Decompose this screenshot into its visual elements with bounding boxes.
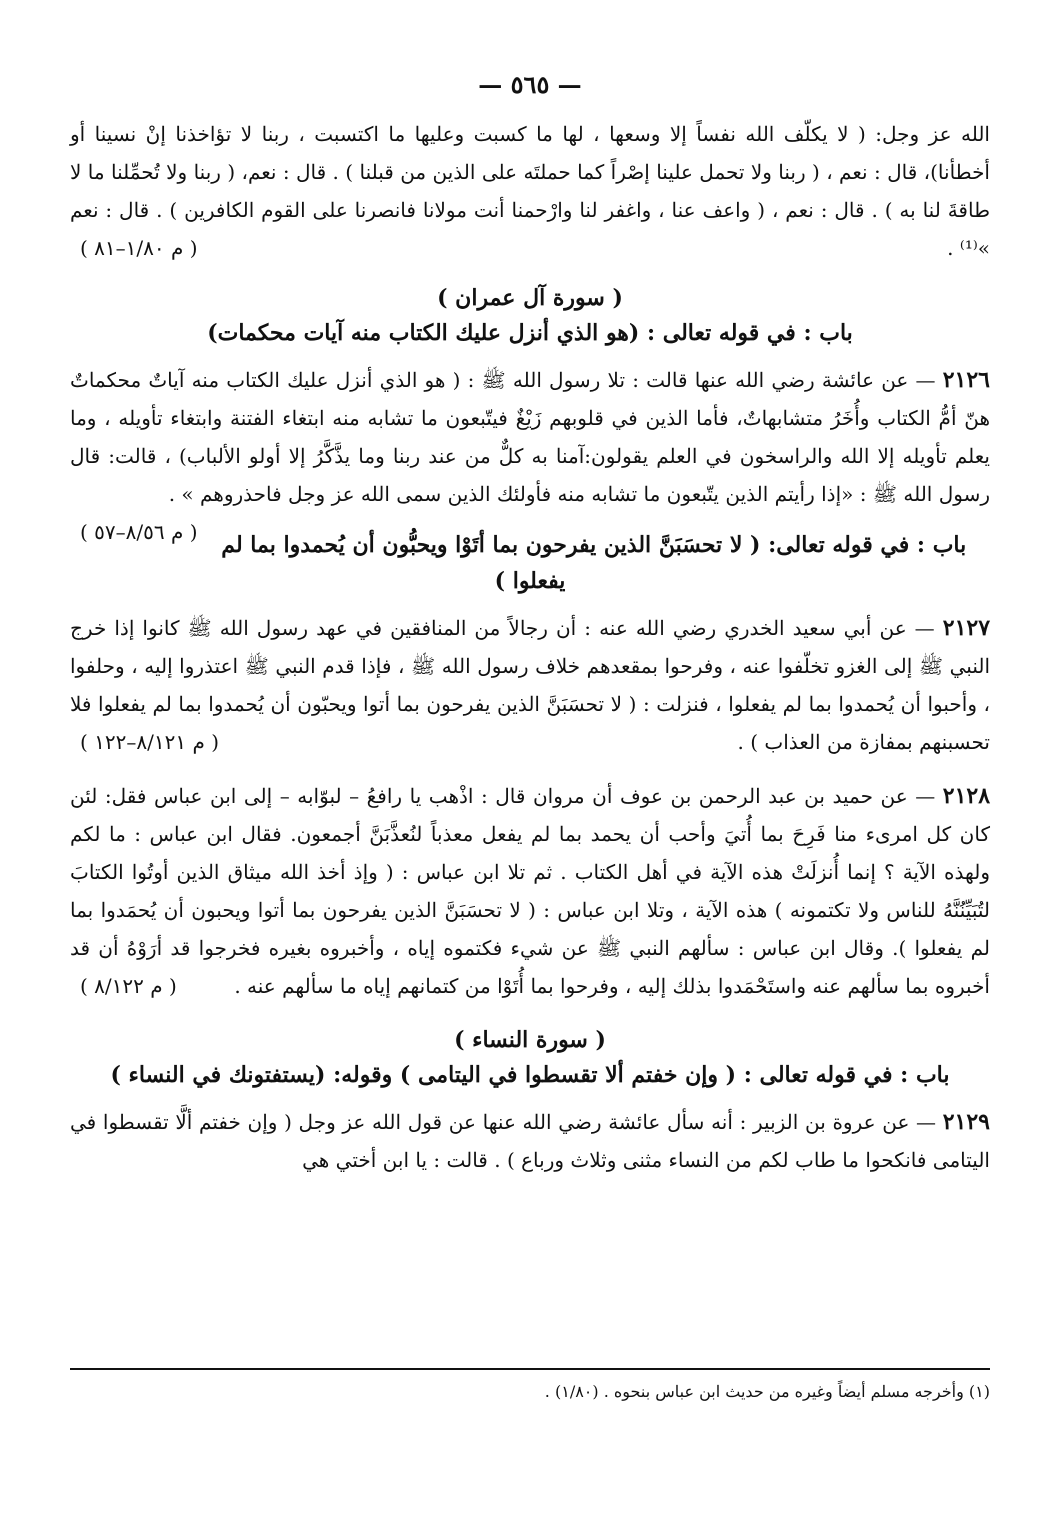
hadith-2129 <box>70 1103 990 1179</box>
surah-heading-al-imran: ( سورة آل عمران ) <box>437 285 623 311</box>
hadith-text: — عن عائشة رضي الله عنها قالت : تلا رسول الله ﷺ : ( هو الذي أنزل عليك الكتاب منه آياتٌ محكماتٌ هنّ أمُّ الكتاب وأُخَرُ متشابهاتٌ، فأما الذين في قلوبهم زَيْغٌ فيتّبعون ما تشابه منه ابتغاء الفتنة وابتغاء تأويله ، وما يعلم تأويله إلا الله والراسخون في العلم يقولون:آمنا به كلٌّ من عند ربنا وما يذَّكَّرُ إلا أولو الألباب) ، قالت: قال رسول الله ﷺ : «إذا رأيتم الذين يتّبعون ما تشابه منه فأولئك الذين سمى الله عز وجل فاحذروهم » . <box>70 368 990 506</box>
chapter-heading-1: باب : في قوله تعالى : (هو الذي أنزل عليك الكتاب منه آيات محكمات) <box>207 320 853 346</box>
footnote: (١) وأخرجه مسلم أيضاً وغيره من حديث ابن عباس بنحوه . (١/٨٠) . <box>544 1382 990 1401</box>
hadith-reference: ( م ٨/١٢١–١٢٢ ) <box>80 730 220 754</box>
chapter-heading-3: باب : في قوله تعالى : ( وإن خفتم ألا تقسطوا في اليتامى ) وقوله: (يستفتونك في النساء ) <box>110 1062 950 1088</box>
surah-heading-an-nisa: ( سورة النساء ) <box>454 1027 606 1053</box>
intro-reference: ( م ١/٨٠–٨١ ) <box>80 236 198 260</box>
hadith-text: — عن عروة بن الزبير : أنه سأل عائشة رضي الله عنها عن قول الله عز وجل ( وإن خفتم ألَّا تقسطوا في اليتامى فانكحوا ما طاب لكم من النساء مثنى وثلاث ورباع ) . قالت : يا ابن أختي هي <box>70 1110 990 1172</box>
page-body <box>70 70 990 1179</box>
page-number: — ٥٦٥ — <box>478 70 582 99</box>
hadith-text: — عن حميد بن عبد الرحمن بن عوف أن مروان قال : اذْهب يا رافعُ – لبوّابه – إلى ابن عباس فقل: لئن كان كل امرىء منا فَرِحَ بما أُتيَ وأحب أن يحمد بما لم يفعل معذباً لنُعذَّبَنَّ أجمعون. فقال ابن عباس : ما لكم ولهذه الآية ؟ إنما أُنزلَتْ هذه الآية في أهل الكتاب . ثم تلا ابن عباس : ( وإذ أخذ الله ميثاق الذين أوتُوا الكتابَ لتُبَيِّنُنَّهُ للناس ولا تكتمونه ) هذه الآية ، وتلا ابن عباس : ( لا تحسَبَنَّ الذين يفرحون بما أتوا ويحبون أن يُحمَدوا بما لم يفعلوا ). وقال ابن عباس : سألهم النبي ﷺ عن شيء فكتموه إياه ، وأخبروه بغيره فخرجوا قد أرَوْهُ أن قد أخبروه بما سألهم عنه واستَحْمَدوا بذلك إليه ، وفرحوا بما أُتَوْا من كتمانهم إياه ما سألهم عنه . <box>70 784 990 998</box>
hadith-number: ٢١٢٧ <box>942 615 991 641</box>
hadith-text: — عن أبي سعيد الخدري رضي الله عنه : أن رجالاً من المنافقين في عهد رسول الله ﷺ كانوا إذا خرج النبي ﷺ إلى الغزو تخلّفوا عنه ، وفرحوا بمقعدهم خلاف رسول الله ﷺ ، فإذا قدم النبي ﷺ اعتذروا إليه ، وحلفوا ، وأحبوا أن يُحمدوا بما لم يفعلوا ، فنزلت : ( لا تحسَبَنَّ الذين يفرحون بما أتوا ويحبّون أن يُحمدوا بما لم يفعلوا فلا تحسبنهم بمفازة من العذاب ) . <box>70 616 990 754</box>
hadith-2128 <box>70 777 990 1005</box>
intro-text: الله عز وجل: ( لا يكلّف الله نفساً إلا وسعها ، لها ما كسبت وعليها ما اكتسبت ، ربنا لا تؤاخذنا إنْ نسينا أو أخطأنا)، قال : نعم ، ( ربنا ولا تحمل علينا إصْراً كما حملتَه على الذين من قبلنا ) . قال : نعم، ( ربنا ولا تُحمِّلنا ما لا طاقةَ لنا به ) . قال : نعم ، ( واعف عنا ، واغفر لنا وارْحمنا أنت مولانا فانصرنا على القوم الكافرين ) . قال : نعم »⁽¹⁾ . <box>70 122 991 260</box>
hadith-number: ٢١٢٨ <box>942 783 991 809</box>
hadith-reference: ( م ٨/١٢٢ ) <box>80 974 177 998</box>
hadith-number: ٢١٢٩ <box>942 1109 990 1135</box>
hadith-2127 <box>70 609 990 761</box>
hadith-number: ٢١٢٦ <box>942 367 990 393</box>
footnote-divider <box>70 1368 990 1370</box>
intro-paragraph <box>70 115 990 267</box>
hadith-reference: ( م ٨/٥٦–٥٧ ) <box>80 520 198 544</box>
hadith-2126 <box>70 361 990 544</box>
chapter-heading-2: باب : في قوله تعالى: ( لا تحسَبَنَّ الذين يفرحون بما أتَوْا ويحبُّون أن يُحمدوا بما لم يفعلوا ) <box>221 532 967 594</box>
